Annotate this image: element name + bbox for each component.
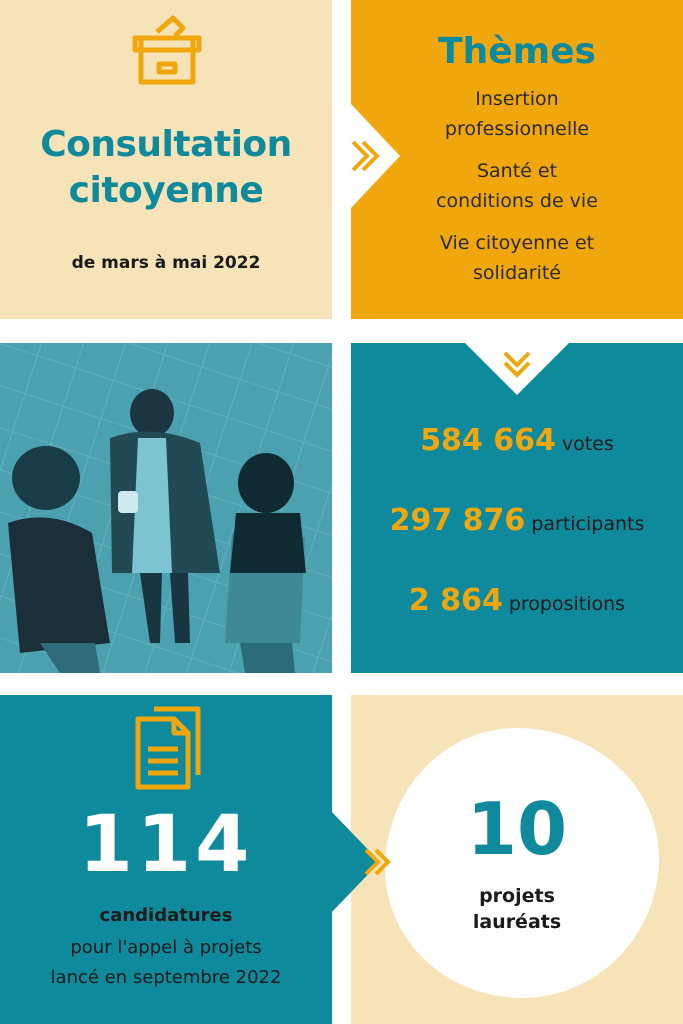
stat-value: 584 664 [420, 423, 556, 458]
stat-votes [351, 423, 683, 458]
laureats-line: lauréats [472, 911, 562, 933]
stat-label: votes [561, 433, 614, 455]
chevron-down-double-icon [465, 341, 569, 397]
consultation-title [0, 122, 332, 214]
theme-line: professionnelle [444, 118, 590, 140]
ballot-box-icon [127, 10, 207, 90]
photo-panel [0, 343, 332, 673]
candidatures-label: candidatures [99, 905, 233, 926]
candidatures-count: 114 [78, 800, 254, 890]
consultation-dates: de mars à mai 2022 [71, 253, 261, 273]
stat-label: propositions [508, 593, 626, 615]
laureats-panel [351, 695, 683, 1024]
stat-participants [351, 503, 683, 538]
themes-heading: Thèmes [438, 31, 596, 72]
theme-item [351, 156, 683, 216]
theme-line: conditions de vie [436, 190, 598, 212]
stat-propositions [351, 583, 683, 618]
document-icon [132, 705, 204, 791]
laureats-count: 10 [466, 787, 568, 871]
theme-line: Vie citoyenne et [439, 232, 595, 254]
laureats-label [351, 883, 683, 935]
candidatures-panel [0, 695, 332, 1024]
theme-line: Santé et [476, 160, 558, 182]
description-line: lancé en septembre 2022 [50, 967, 282, 988]
theme-item [351, 228, 683, 288]
people-photo [0, 343, 332, 673]
laureats-line: projets [479, 885, 555, 907]
stat-label: participants [531, 513, 645, 535]
stat-value: 297 876 [389, 503, 526, 538]
candidatures-description [0, 933, 332, 993]
description-line: pour l'appel à projets [70, 937, 262, 958]
themes-panel [351, 0, 683, 319]
theme-line: Insertion [475, 88, 559, 110]
title-line-2: citoyenne [68, 170, 264, 211]
chevron-right-double-icon [330, 810, 400, 914]
stat-value: 2 864 [408, 583, 503, 618]
title-line-1: Consultation [40, 124, 292, 165]
theme-item [351, 84, 683, 144]
chevron-right-double-icon [330, 104, 400, 208]
consultation-panel [0, 0, 332, 319]
theme-line: solidarité [472, 262, 561, 284]
